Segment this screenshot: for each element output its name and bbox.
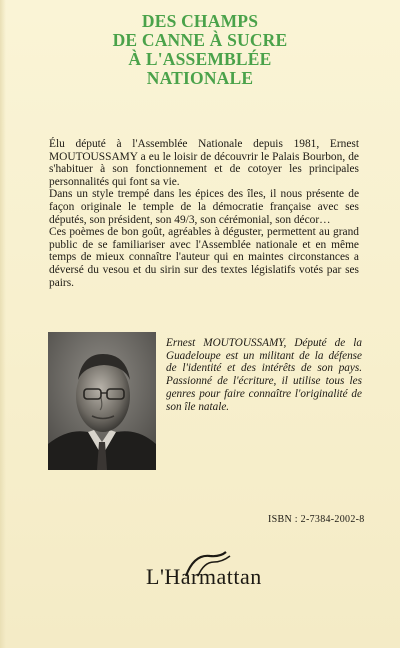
book-title xyxy=(0,12,400,88)
publisher-logo xyxy=(142,556,282,596)
publisher-name: L'Harmattan xyxy=(146,564,262,589)
book-description xyxy=(49,138,359,289)
description-paragraph-3: Ces poèmes de bon goût, agréables à déguster, permettent au grand public de se familiariser avec l'Assemblée nationale et en même temps de mieux connaître l'auteur qui en maintes circonstances a déversé du vesou et du sirin sur des textes législatifs votés par ses pairs. xyxy=(49,226,359,289)
description-paragraph-2: Dans un style trempé dans les épices des îles, il nous présente de façon originale le temple de la démocratie française avec ses députés, son président, son 49/3, son cérémonial, son décor… xyxy=(49,188,359,226)
author-portrait-icon xyxy=(48,332,156,470)
description-paragraph-1: Élu député à l'Assemblée Nationale depuis 1981, Ernest MOUTOUSSAMY a eu le loisir de découvrir le Palais Bourbon, de s'habituer à son fonctionnement et de cotoyer les principales personnalités qui font sa vie. xyxy=(49,138,359,188)
title-line-1: DES CHAMPS xyxy=(141,11,259,31)
author-bio: Ernest MOUTOUSSAMY, Député de la Guadeloupe est un militant de la défense de l'identité et des intérêts de son pays. Passionné de l'écriture, il utilise tous les genres pour faire connaître l'originalité de son île natale. xyxy=(166,337,362,413)
cover-edge-shadow xyxy=(0,0,6,648)
title-line-4: NATIONALE xyxy=(146,68,254,88)
author-photo xyxy=(48,332,156,470)
title-line-3: À L'ASSEMBLÉE xyxy=(128,49,272,69)
isbn-number: ISBN : 2-7384-2002-8 xyxy=(268,514,365,525)
title-line-2: DE CANNE À SUCRE xyxy=(112,30,288,50)
